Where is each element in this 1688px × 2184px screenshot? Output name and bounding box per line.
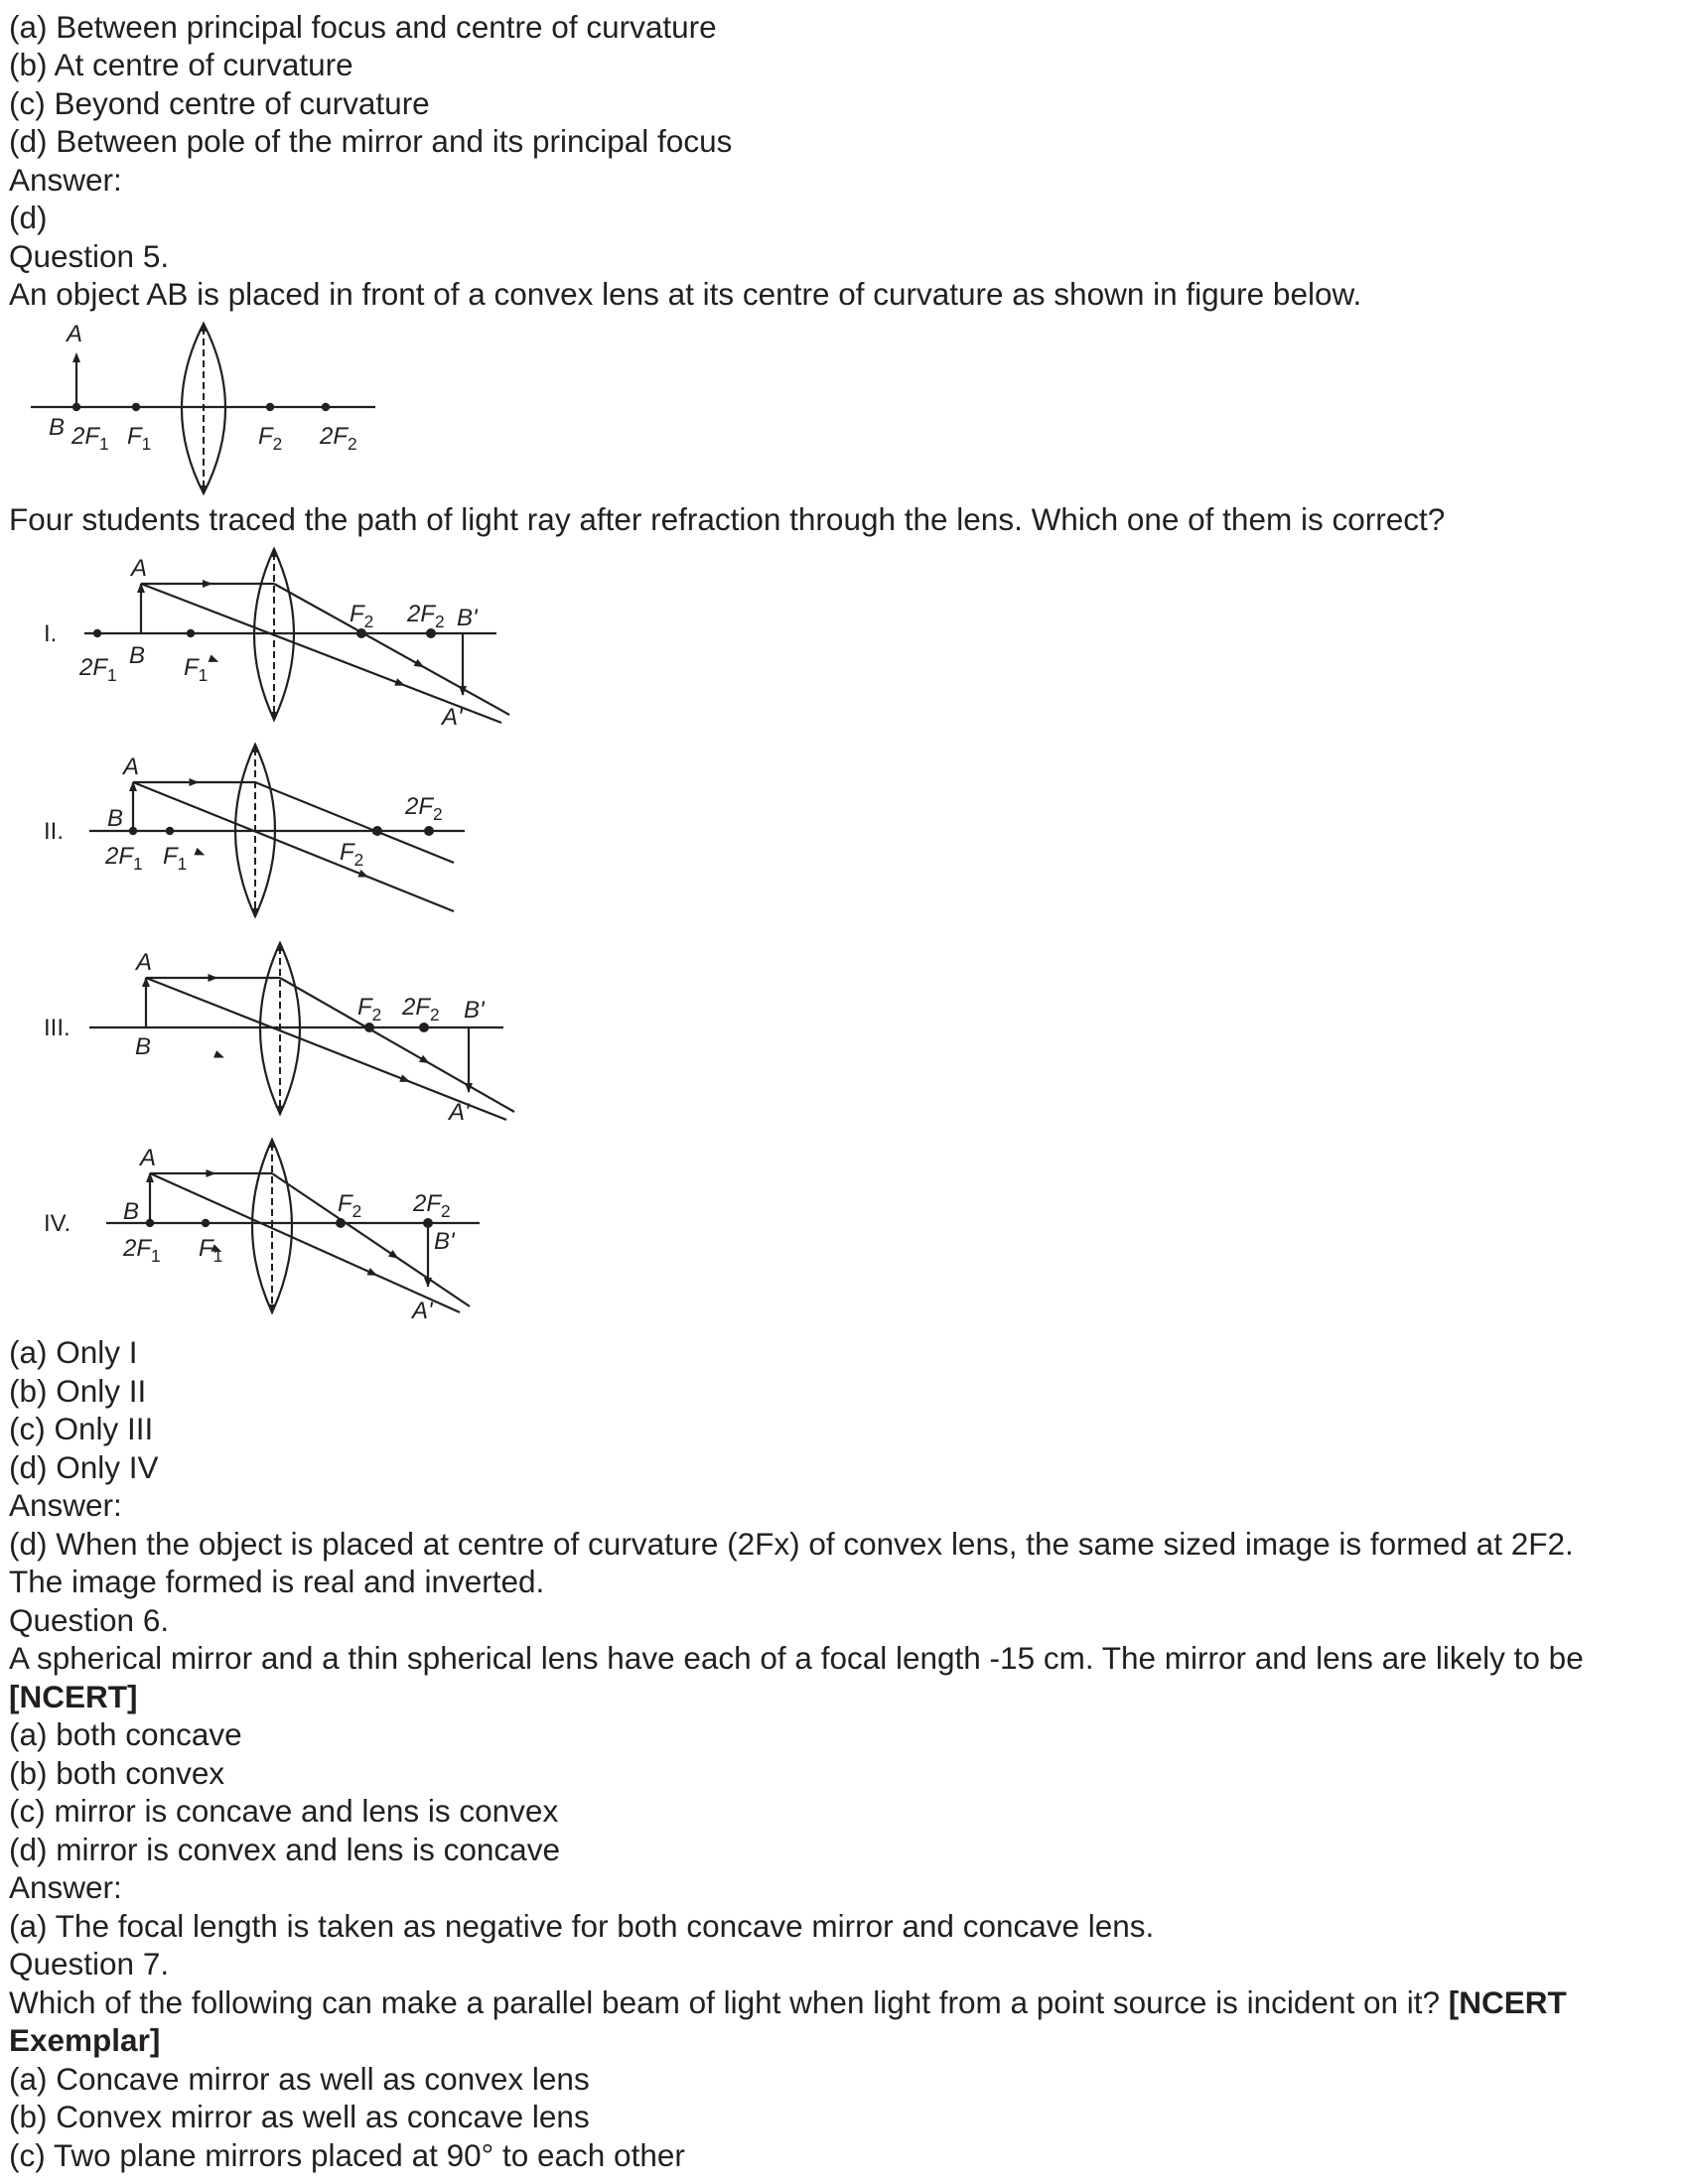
label-a-prime: A'	[449, 1099, 470, 1126]
label-b-prime: B'	[464, 997, 485, 1024]
label-a-prime: A'	[442, 704, 463, 731]
q7-option-c: (c) Two plane mirrors placed at 90° to each other	[9, 2137, 685, 2173]
q7-option-b: (b) Convex mirror as well as concave lens	[9, 2099, 590, 2134]
label-2f2: $2F_2$	[320, 423, 357, 454]
label-b: B	[123, 1198, 140, 1225]
label-2f1: $2F_1$	[79, 654, 117, 685]
q7-title: Question 7.	[9, 1946, 170, 1981]
q6-option-a: (a) both concave	[9, 1716, 242, 1752]
lens-top-tip	[268, 1139, 276, 1148]
point-f1	[202, 1219, 210, 1227]
label-a: A	[67, 321, 83, 347]
q5-option-c: (c) Only III	[9, 1411, 154, 1446]
label-b: B	[107, 805, 124, 832]
q6-prompt: A spherical mirror and a thin spherical lens have each of a focal length -15 cm. The mirror and lens are likely to be	[9, 1640, 1584, 1676]
label-a: A	[123, 753, 140, 780]
label-2f2: $2F_2$	[405, 793, 443, 824]
label-f2: $F_2$	[357, 994, 382, 1024]
label-2f2: $2F_2$	[413, 1190, 451, 1221]
label-b: B	[49, 414, 66, 441]
point-f2	[336, 1218, 346, 1228]
q6-title: Question 6.	[9, 1602, 170, 1638]
label-a: A	[131, 555, 148, 582]
q5-option-a: (a) Only I	[9, 1334, 138, 1370]
q4-answer-label: Answer:	[9, 162, 122, 198]
point-2f2	[423, 1218, 433, 1228]
q6-answer-label: Answer:	[9, 1869, 122, 1905]
q5-prompt: An object AB is placed in front of a convex lens at its centre of curvature as shown in figure below.	[9, 276, 1362, 312]
q6-option-c: (c) mirror is concave and lens is convex	[9, 1793, 559, 1829]
q5-answer-label: Answer:	[9, 1487, 122, 1523]
label-f1: $F_1$	[163, 843, 188, 874]
q7-prompt: Which of the following can make a parallel beam of light when light from a point source is incident on it?	[9, 1984, 1441, 2020]
ray-arrow	[207, 1169, 216, 1177]
q5-answer-line-2: The image formed is real and inverted.	[9, 1564, 545, 1599]
lens-bottom-tip	[268, 1304, 276, 1313]
q5-option-b: (b) Only II	[9, 1373, 147, 1409]
label-2f1: $2F_1$	[123, 1235, 161, 1266]
ray-arrow	[366, 1268, 377, 1276]
q5-option-d: (d) Only IV	[9, 1449, 159, 1485]
diagram-numeral: IV.	[44, 1210, 71, 1237]
label-a-prime: A'	[412, 1297, 433, 1324]
label-b: B	[135, 1033, 152, 1060]
q4-option-a: (a) Between principal focus and centre of curvature	[9, 9, 717, 45]
q7-option-a: (a) Concave mirror as well as convex lens	[9, 2061, 590, 2097]
q4-option-b: (b) At centre of curvature	[9, 47, 353, 82]
q4-option-d: (d) Between pole of the mirror and its principal focus	[9, 123, 733, 159]
label-f2: $F_2$	[350, 601, 374, 631]
label-2f2: $2F_2$	[407, 601, 445, 631]
label-b: B	[129, 642, 146, 669]
q4-option-c: (c) Beyond centre of curvature	[9, 85, 430, 121]
label-2f1: $2F_1$	[71, 423, 109, 454]
ray-arrow	[388, 1250, 399, 1259]
label-2f2: $2F_2$	[402, 994, 440, 1024]
diagram-numeral: II.	[44, 818, 65, 845]
q5-title: Question 5.	[9, 238, 170, 274]
label-f1: $F_1$	[199, 1235, 223, 1266]
label-f2: $F_2$	[340, 839, 364, 870]
diagram-numeral: III.	[44, 1015, 70, 1041]
q6-answer: (a) The focal length is taken as negative for both concave mirror and concave lens.	[9, 1908, 1155, 1944]
q6-source-tag: [NCERT]	[9, 1679, 138, 1714]
q5-answer-line-1: (d) When the object is placed at centre of curvature (2Fx) of convex lens, the same sized image is formed at 2F2.	[9, 1526, 1574, 1562]
point-2f1	[146, 1219, 154, 1227]
q6-option-d: (d) mirror is convex and lens is concave	[9, 1832, 560, 1867]
label-f2: $F_2$	[258, 423, 283, 454]
q7-source-tag-part1: [NCERT	[1448, 1984, 1567, 2020]
q6-option-b: (b) both convex	[9, 1755, 225, 1791]
label-f2: $F_2$	[338, 1190, 362, 1221]
label-a: A	[136, 949, 153, 976]
q7-source-tag-part2: Exemplar]	[9, 2022, 161, 2058]
q5-prompt2: Four students traced the path of light ray after refraction through the lens. Which one of them is correct?	[9, 501, 1446, 537]
label-b-prime: B'	[434, 1228, 455, 1255]
label-f1: $F_1$	[184, 654, 209, 685]
ray-diagram-iv	[0, 0, 556, 1390]
label-2f1: $2F_1$	[105, 843, 143, 874]
diagram-numeral: I.	[44, 620, 58, 647]
label-f1: $F_1$	[127, 423, 152, 454]
label-a: A	[140, 1145, 157, 1171]
image-arrowhead	[424, 1278, 432, 1288]
q7-prompt-line	[9, 1983, 1567, 2021]
q4-answer: (d)	[9, 200, 48, 235]
label-b-prime: B'	[457, 605, 478, 631]
